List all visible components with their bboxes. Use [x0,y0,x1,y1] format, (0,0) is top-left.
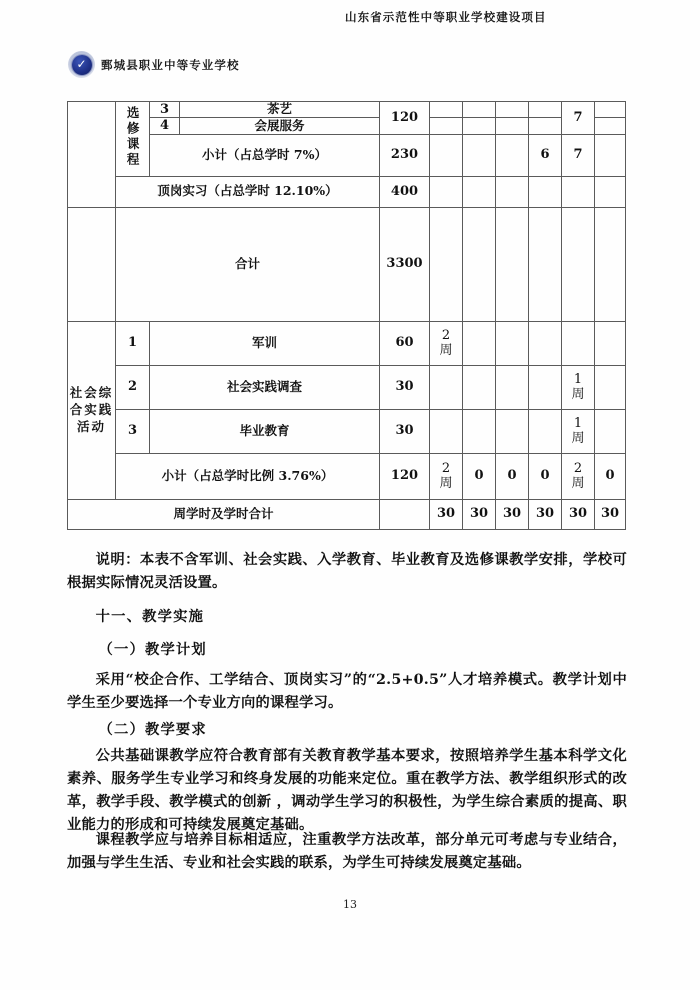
cell-sem-6: 0 [595,453,626,499]
subsection-heading-teaching-plan: （一）教学计划 [98,642,207,658]
cell-sem-6 [595,409,626,453]
cell-sem-1 [430,134,463,176]
header-school-name: 鄄城县职业中等专业学校 [101,58,240,72]
cell-course: 周学时及学时合计 [68,499,380,529]
cell-course: 小计（占总学时 7%） [150,134,380,176]
cell-sem-5 [562,409,595,453]
cell-sem-1 [430,176,463,207]
cell-sem-3 [496,409,529,453]
cell-sem-5 [562,321,595,365]
cell-sem-1 [430,118,463,134]
cell-sem-4 [529,207,562,321]
cell-hours: 60 [380,321,430,365]
cell-hours: 3300 [380,207,430,321]
weeks-value: 2 周 [439,327,453,359]
cell-hours [380,499,430,529]
table-row [68,409,626,453]
weeks-value: 1 周 [571,371,585,403]
cell-hours: 400 [380,176,430,207]
header-project-name: 山东省示范性中等职业学校建设项目 [345,10,547,24]
table-row [68,102,626,118]
paragraph-teaching-requirements-1: 公共基础课教学应符合教育部有关教育教学基本要求，按照培养学生基本科学文化素养、服务学生专业学习和终身发展的功能来定位。重在教学方法、教学组织形式的改革，教学手段、教学模式的创新 ，调动学生学习的积极性，为学生综合素质的提高、职业能力的形成和可持续发展奠定基础。 [67,748,627,834]
cell-sem-5 [562,207,595,321]
table-row [68,176,626,207]
cell-course: 社会实践调查 [150,365,380,409]
cell-sem-4 [529,118,562,134]
cell-sem-1: 30 [430,499,463,529]
cell-sem-6: 30 [595,499,626,529]
cell-sem-2: 0 [463,453,496,499]
cell-sem-3: 30 [496,499,529,529]
cell-sem-2 [463,365,496,409]
table-row [68,207,626,321]
cell-sem-2 [463,118,496,134]
paragraph-teaching-plan: 采用“校企合作、工学结合、顶岗实习”的“2.5+0.5”人才培养模式。教学计划中学生至少要选择一个专业方向的课程学习。 [67,672,627,712]
cell-sem-3 [496,134,529,176]
cell-sem-2 [463,134,496,176]
cell-sem-5: 30 [562,499,595,529]
cell-sem-1 [430,409,463,453]
cell-sem-3 [496,102,529,118]
cell-sem-3 [496,207,529,321]
cell-sem-1 [430,321,463,365]
cell-sem-1 [430,102,463,118]
cell-course: 小计（占总学时比例 3.76%） [116,453,380,499]
section-heading-eleven: 十一、教学实施 [95,609,205,625]
cell-sem-3 [496,321,529,365]
cell-sem-4 [529,176,562,207]
subsection-heading-teaching-requirements: （二）教学要求 [98,722,207,738]
table-row [68,453,626,499]
cell-sem-4 [529,365,562,409]
group-label-practice: 社会综合实践活动 [69,384,114,434]
cell-sem-6 [595,207,626,321]
cell-sem-4: 0 [529,453,562,499]
weeks-value: 1 周 [571,415,585,447]
cell-hours: 120 [380,102,430,135]
cell-hours: 30 [380,365,430,409]
document-header [67,48,625,82]
cell-group-elective [116,102,150,177]
cell-sem-6 [595,134,626,176]
cell-sem-5: 7 [562,134,595,176]
cell-sem-2 [463,321,496,365]
cell-course: 顶岗实习（占总学时 12.10%） [116,176,380,207]
cell-group-practice [68,321,116,499]
cell-sem-5 [562,453,595,499]
table-row [68,321,626,365]
cell-course: 合计 [116,207,380,321]
cell-sem-2 [463,409,496,453]
cell-no: 4 [150,118,180,134]
cell-sem-2 [463,176,496,207]
cell-sem-2: 30 [463,499,496,529]
cell-course: 茶艺 [180,102,380,118]
cell-sem-4 [529,409,562,453]
cell-sem-6 [595,321,626,365]
table-row [68,499,626,529]
cell-sem-3: 0 [496,453,529,499]
cell-sem-4 [529,321,562,365]
cell-sem-6 [595,176,626,207]
table-note: 说明：本表不含军训、社会实践、入学教育、毕业教育及选修课教学安排，学校可根据实际情况灵活设置。 [67,552,627,592]
cell-hours: 120 [380,453,430,499]
cell-sem-4: 6 [529,134,562,176]
group-label-elective: 选修课程 [125,105,141,168]
cell-sem-5 [562,176,595,207]
cell-spacer-upper [68,102,116,208]
cell-sem-4: 30 [529,499,562,529]
cell-sem-1 [430,365,463,409]
cell-no: 3 [150,102,180,118]
table-row [68,134,626,176]
school-emblem-icon: ✓ [67,50,97,80]
cell-no: 1 [116,321,150,365]
cell-course: 会展服务 [180,118,380,134]
weeks-value: 2 周 [439,460,453,492]
cell-hours: 230 [380,134,430,176]
cell-sem-6 [595,102,626,118]
cell-sem-5: 7 [562,102,595,135]
cell-sem-6 [595,365,626,409]
curriculum-table-wrapper [67,101,625,530]
cell-sem-2 [463,207,496,321]
table-row [68,365,626,409]
cell-sem-6 [595,118,626,134]
page-number: 13 [343,898,357,911]
curriculum-table [67,101,626,530]
cell-no: 2 [116,365,150,409]
cell-sem-4 [529,102,562,118]
paragraph-teaching-requirements-2: 课程教学应与培养目标相适应，注重教学方法改革，部分单元可考虑与专业结合，加强与学生生活、专业和社会实践的联系，为学生可持续发展奠定基础。 [67,832,627,872]
cell-sem-2 [463,102,496,118]
cell-spacer-total [68,207,116,321]
cell-hours: 30 [380,409,430,453]
cell-sem-3 [496,365,529,409]
cell-sem-3 [496,176,529,207]
cell-sem-1 [430,207,463,321]
cell-no: 3 [116,409,150,453]
cell-sem-5 [562,365,595,409]
cell-course: 军训 [150,321,380,365]
cell-sem-1 [430,453,463,499]
table-row [68,118,626,134]
weeks-value: 2 周 [571,460,585,492]
cell-course: 毕业教育 [150,409,380,453]
cell-sem-3 [496,118,529,134]
